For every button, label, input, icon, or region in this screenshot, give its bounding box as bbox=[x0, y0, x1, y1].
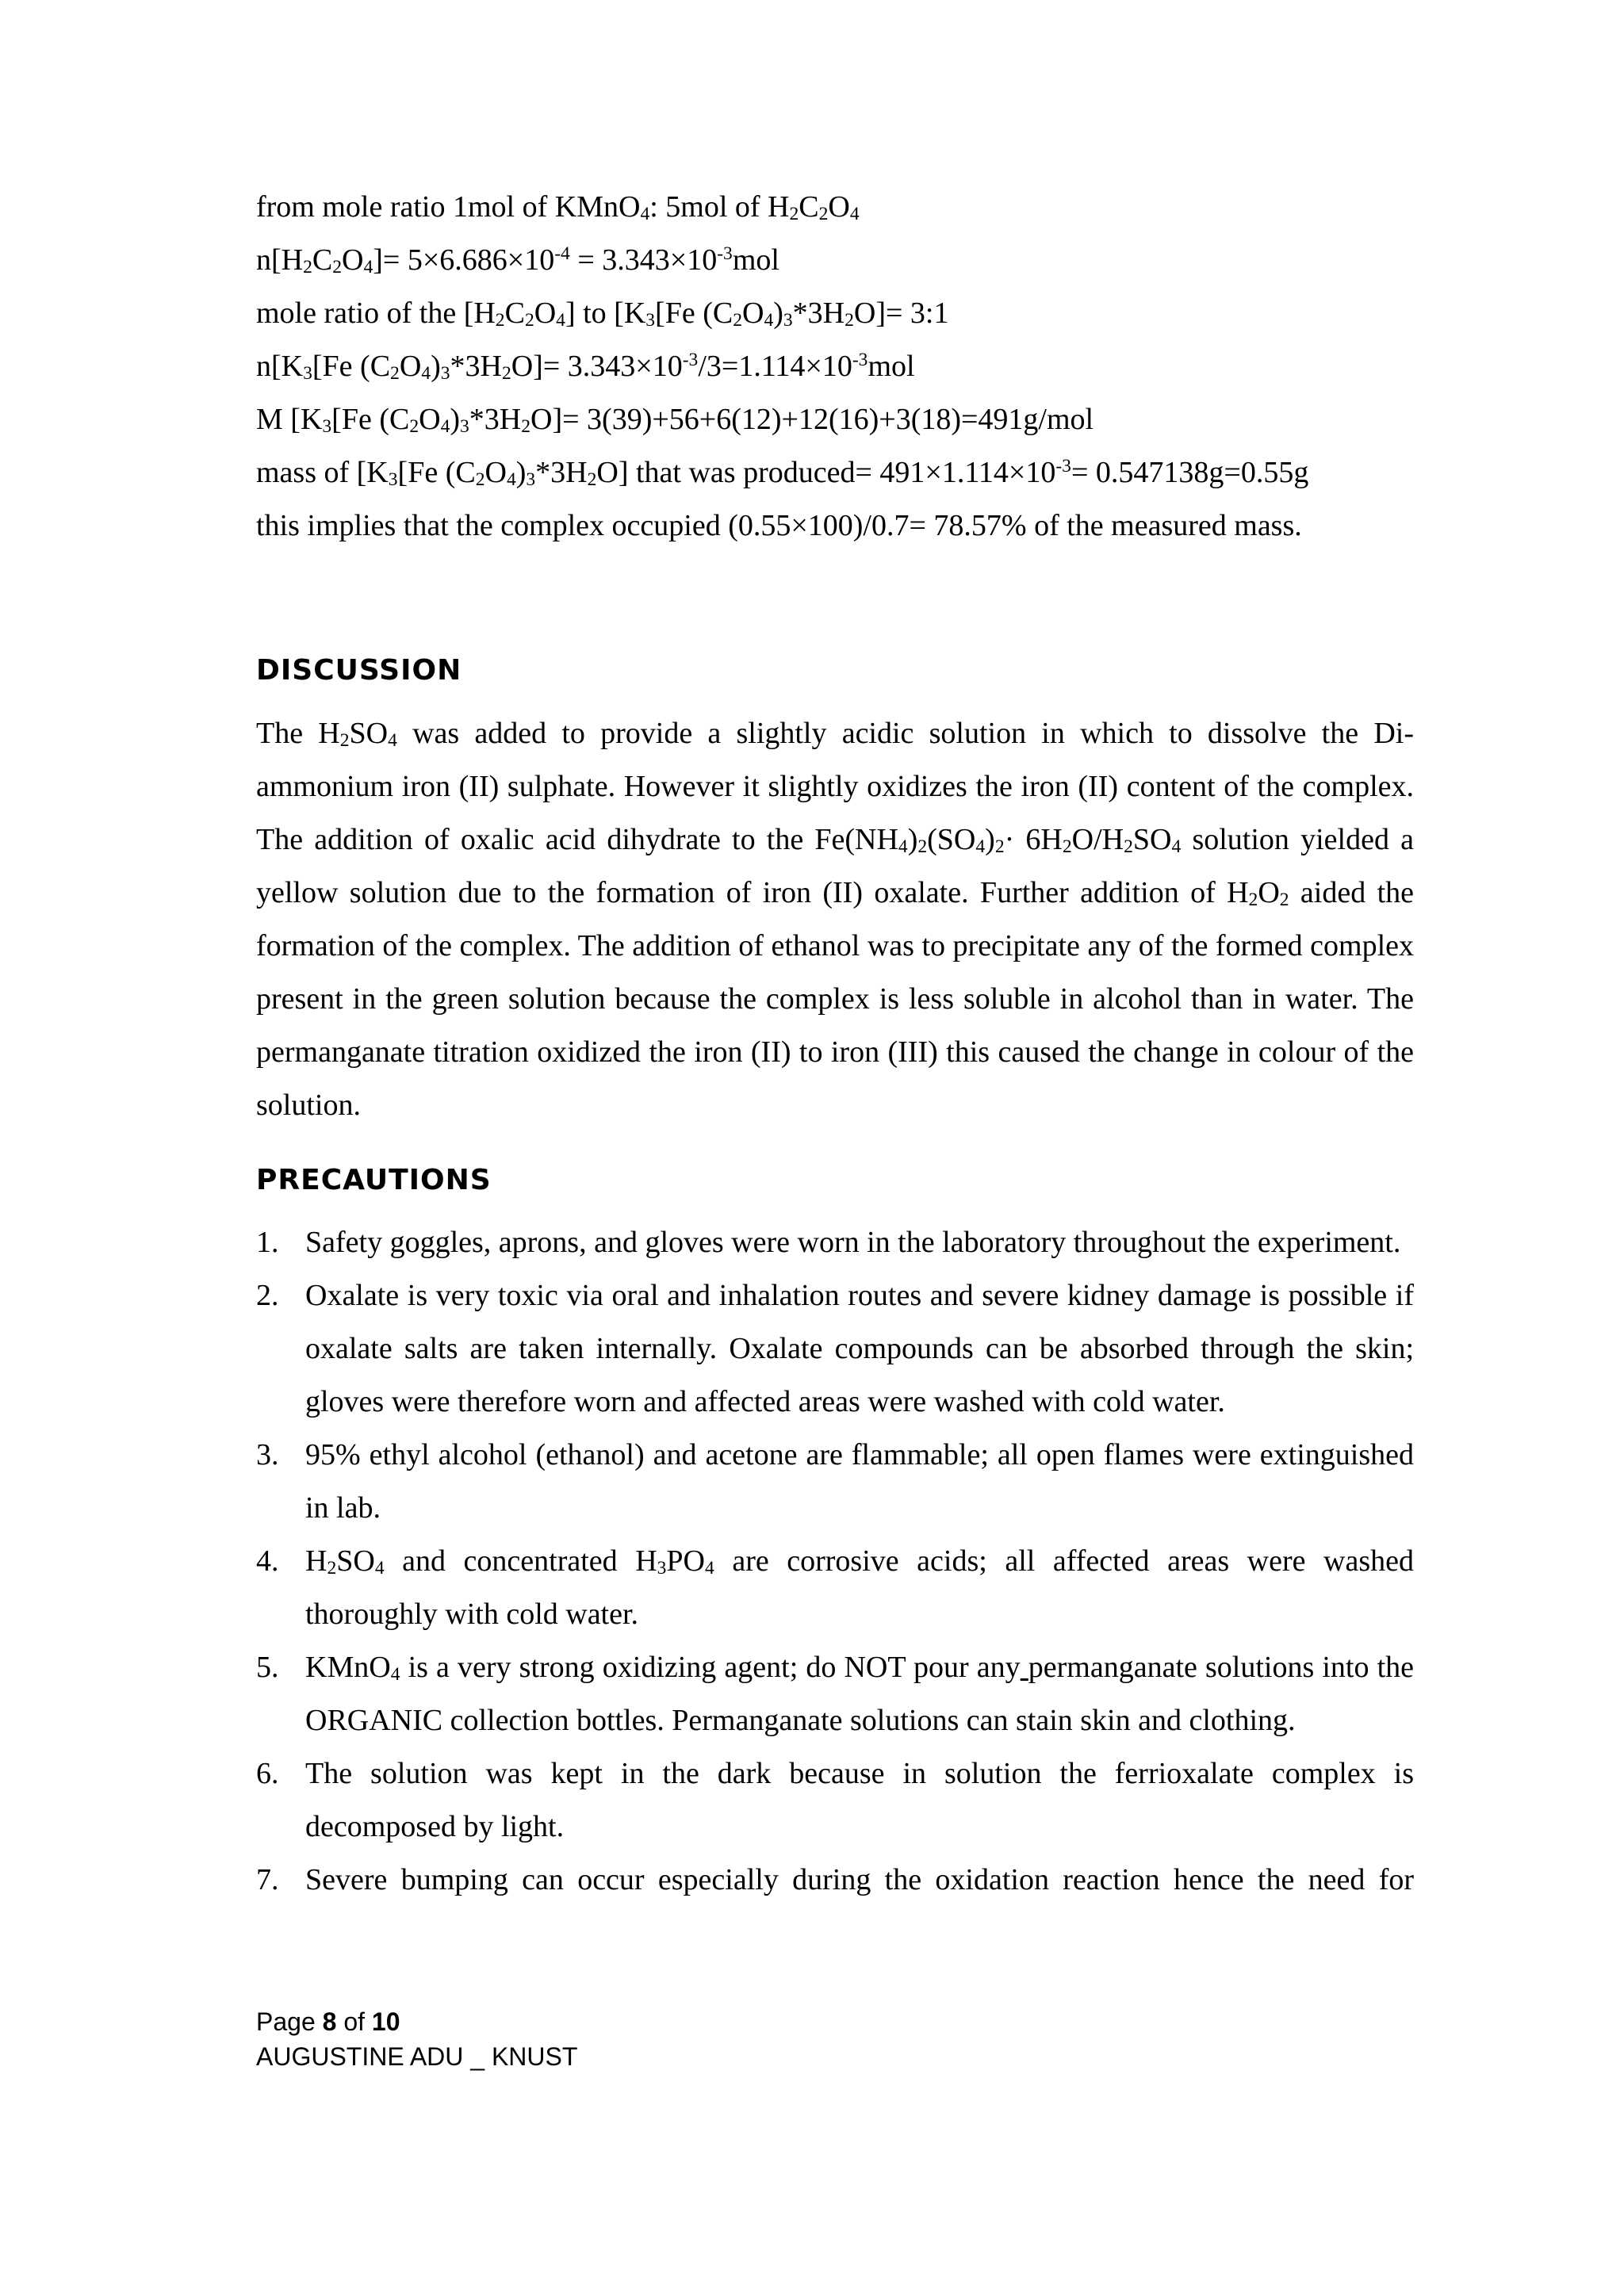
list-item: 6. The solution was kept in the dark because in solution the ferrioxalate complex is decomposed by light. bbox=[256, 1747, 1414, 1854]
calc-line-1: from mole ratio 1mol of KMnO$_4$: 5mol of $H_2C_2O_4$ bbox=[256, 190, 860, 225]
list-item: 5. KMnO$_4$ is a very strong oxidizing agent; do NOT pour any permanganate solutions into the ORGANIC collection bottles. Permanganate solutions can stain skin and clothing. bbox=[256, 1641, 1414, 1747]
list-item: 2. Oxalate is very toxic via oral and inhalation routes and severe kidney damage is possible if oxalate salts are taken internally. Oxalate compounds can be absorbed through the skin; gloves were therefore worn and affected areas were washed with cold water. bbox=[256, 1269, 1414, 1429]
precautions-heading: PRECAUTIONS bbox=[256, 1164, 492, 1196]
list-item: 1. Safety goggles, aprons, and gloves were worn in the laboratory throughout the experiment. bbox=[256, 1216, 1414, 1269]
list-number: 5. bbox=[256, 1651, 279, 1684]
list-item: 7. Severe bumping can occur especially during the oxidation reaction hence the need for bbox=[256, 1854, 1414, 1907]
page-footer bbox=[256, 2004, 577, 2074]
list-item: 4. $H_2SO_4$ and concentrated $H_3PO_4$ are corrosive acids; all affected areas were washed thoroughly with cold water. bbox=[256, 1535, 1414, 1641]
discussion-heading: DISCUSSION bbox=[256, 654, 462, 687]
footer-author: AUGUSTINE ADU _ KNUST bbox=[256, 2042, 578, 2071]
list-item: 3. 95% ethyl alcohol (ethanol) and acetone are flammable; all open flames were extinguished in lab. bbox=[256, 1429, 1414, 1535]
list-number: 3. bbox=[256, 1438, 279, 1471]
list-number: 1. bbox=[256, 1226, 279, 1259]
precautions-list bbox=[256, 1216, 1414, 1907]
calc-line-7: this implies that the complex occupied (0.55×100)/0.7= 78.57% of the measured mass. bbox=[256, 509, 1302, 542]
list-number: 6. bbox=[256, 1757, 279, 1790]
calc-line-5: M [$K_3[Fe$ $(C_2O_4)_3*3H_2O]= 3(39)+56+6(12)+12(16)+3(18)=491g/mol$ bbox=[256, 403, 1094, 438]
list-number: 7. bbox=[256, 1863, 279, 1896]
calculation-block bbox=[256, 181, 1422, 553]
calc-line-4: $n[K_3[Fe$ $(C_2O_4)_3*3H_2O]= 3.343\times 10^{-3}/3=1.114\times 10^{-3}mol$ bbox=[256, 350, 915, 385]
list-number: 4. bbox=[256, 1544, 279, 1578]
discussion-paragraph: The $H_2SO_4$ was added to provide a slightly acidic solution in which to dissolve the Di-ammonium iron (II) sulphate. However it slightly oxidizes the iron (II) content of the complex. The addition of oxalic acid dihydrate to the $Fe(NH_4)_2(SO_4)_2\cdot 6H_2O/H_2SO_4$ solution yielded a yellow solution due to the formation of iron (II) oxalate. Further addition of $H_2O_2$ aided the formation of the complex. The addition of ethanol was to precipitate any of the formed complex present in the green solution because the complex is less soluble in alcohol than in water. The permanganate titration oxidized the iron (II) to iron (III) this caused the change in colour of the solution. bbox=[256, 717, 1415, 1122]
calc-line-6: mass of [$K_3[Fe$ $(C_2O_4)_3*3H_2O$] that was produced= $491\times 1.114\times 10^{-3}= 0.547138g=0.55g$ bbox=[256, 456, 1309, 491]
calc-line-2: $n[H_2C_2O_4]= 5\times 6.686\times 10^{-4} = 3.343\times 10^{-3}mol$ bbox=[256, 243, 779, 278]
list-number: 2. bbox=[256, 1279, 279, 1312]
calc-line-3: mole ratio of the $[H_2C_2O_4]$ to [$K_3[Fe$ $(C_2O_4)_3*3H_2O]=$ 3:1 bbox=[256, 297, 949, 331]
page-number: Page 8 of 10 bbox=[256, 2007, 400, 2036]
